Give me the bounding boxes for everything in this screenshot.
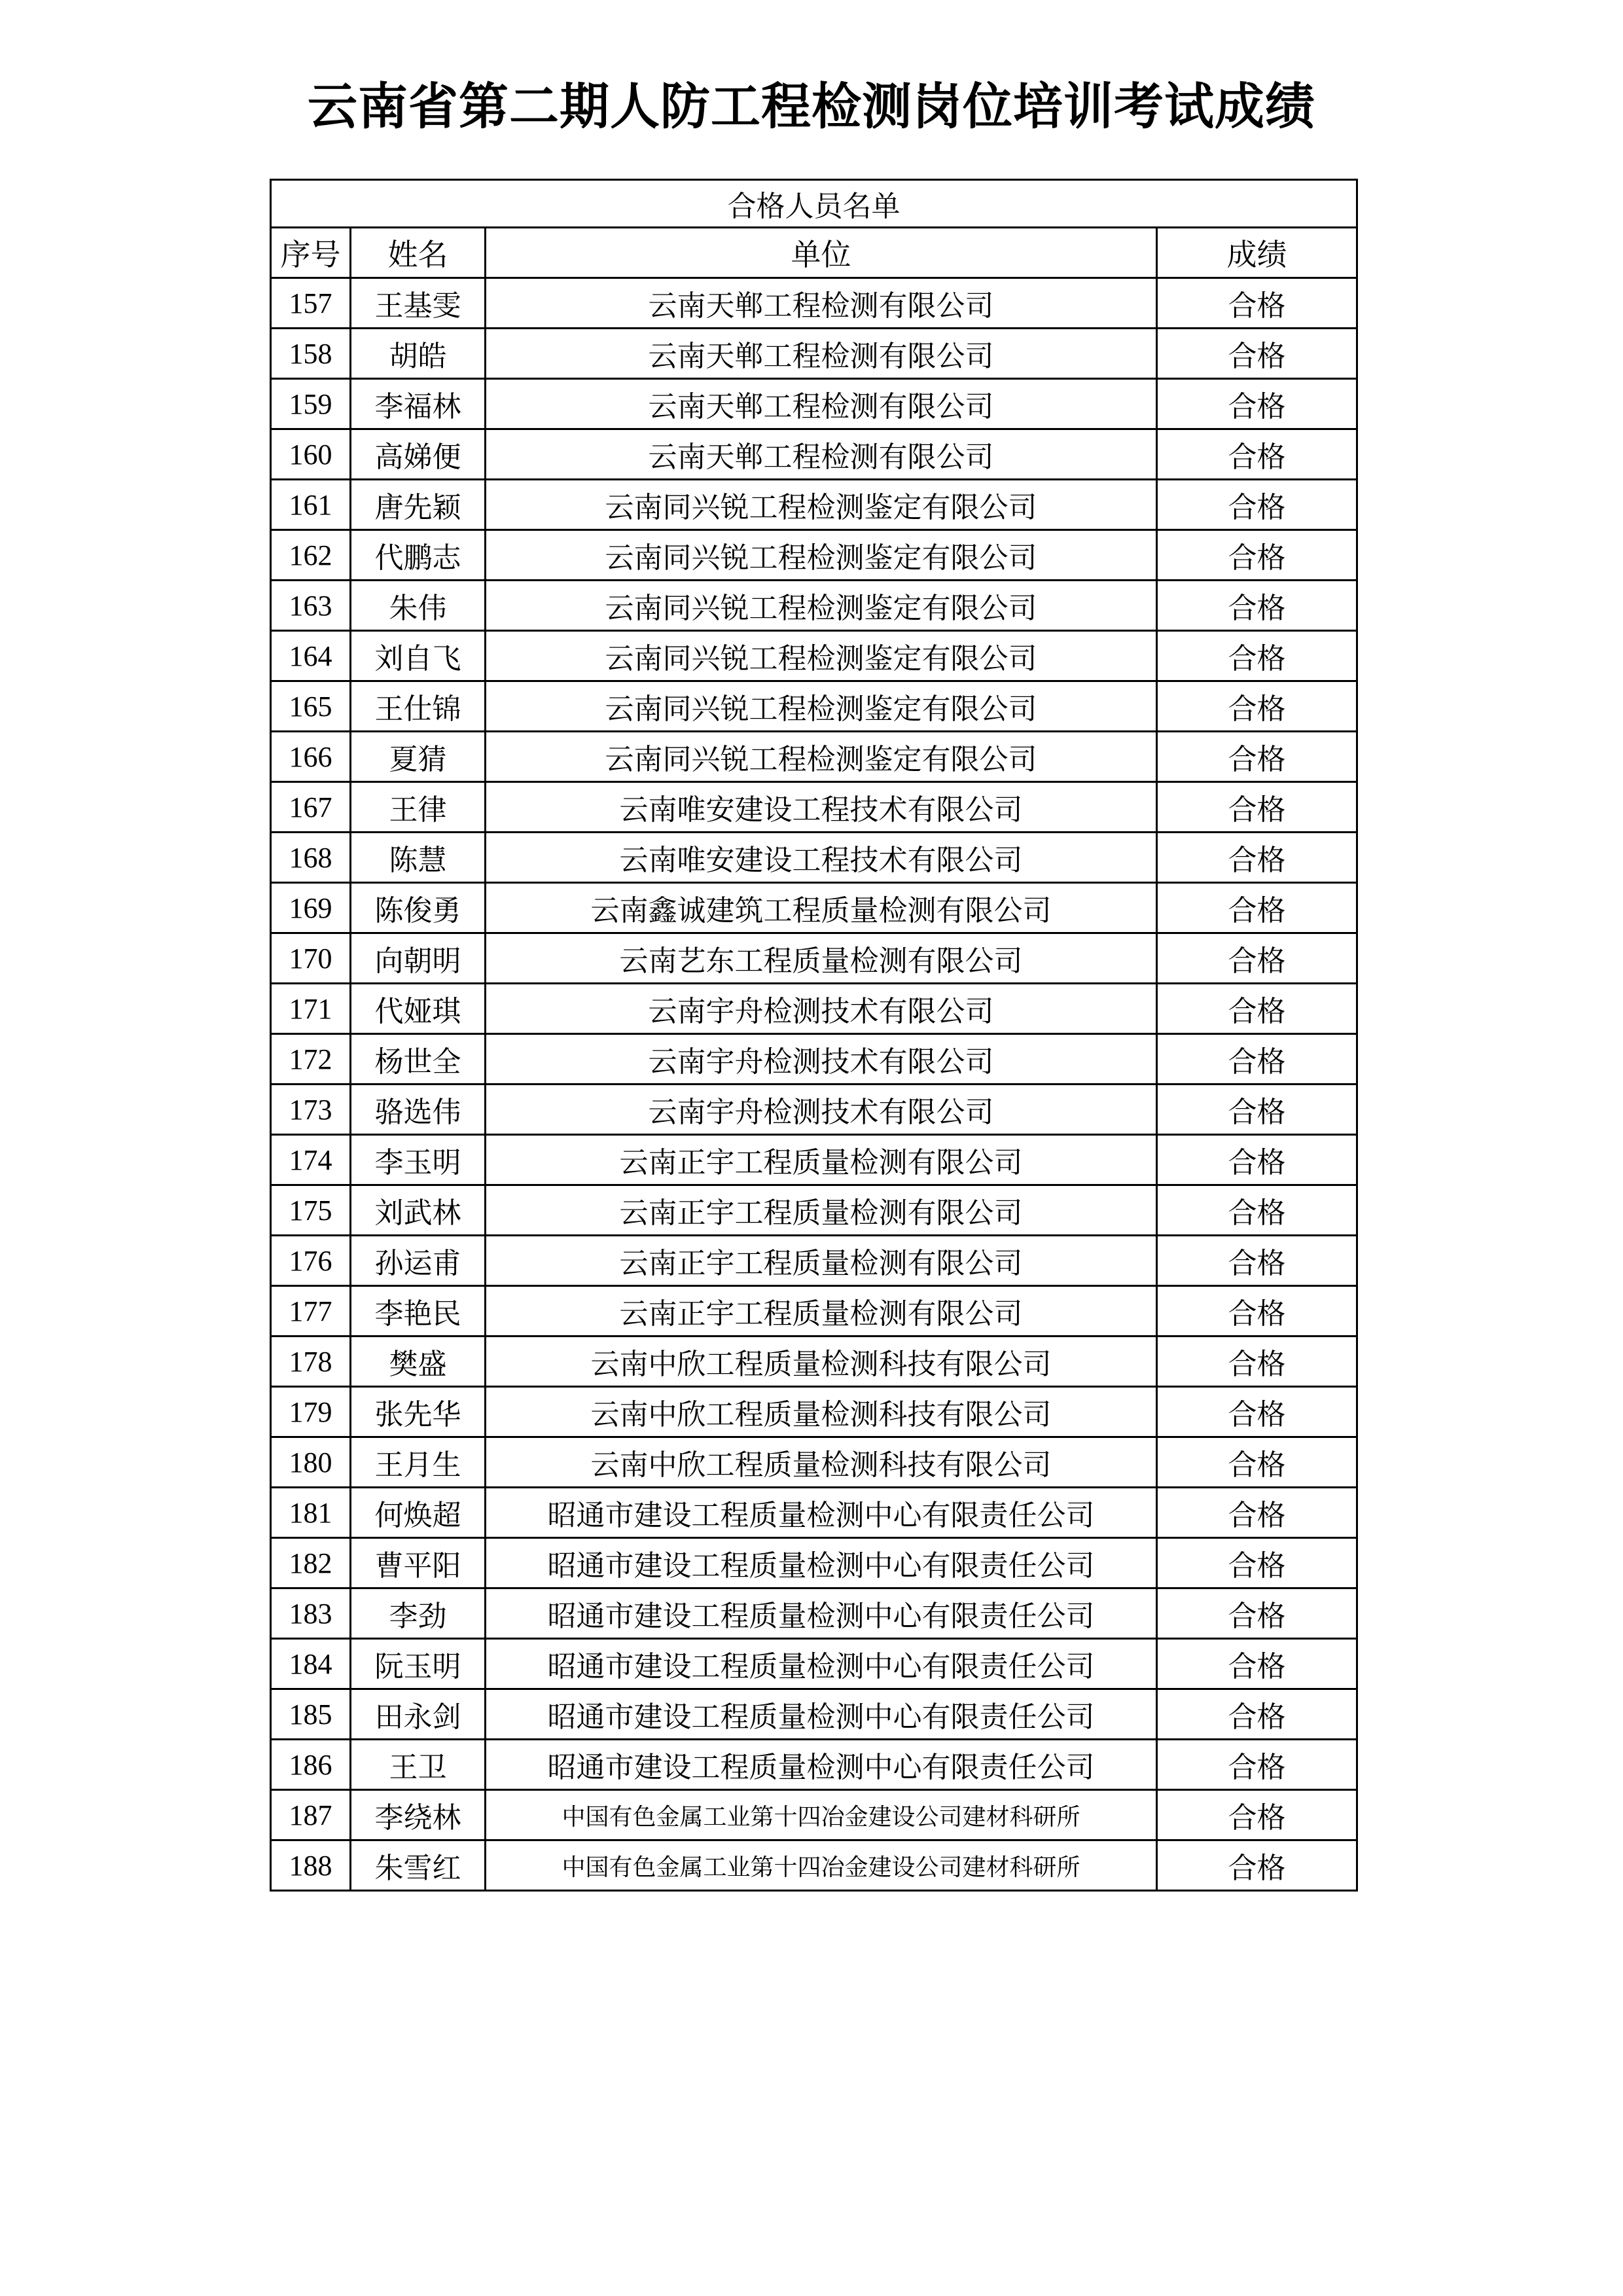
cell-no: 168 xyxy=(271,833,351,883)
cell-score: 合格 xyxy=(1157,631,1357,681)
cell-no: 158 xyxy=(271,329,351,379)
cell-name: 李绕林 xyxy=(351,1790,486,1840)
cell-unit: 云南正宇工程质量检测有限公司 xyxy=(486,1236,1157,1286)
table-row xyxy=(271,1538,1357,1588)
cell-name: 王月生 xyxy=(351,1437,486,1488)
cell-score: 合格 xyxy=(1157,1034,1357,1085)
cell-name: 王仕锦 xyxy=(351,681,486,732)
cell-no: 174 xyxy=(271,1135,351,1185)
cell-no: 175 xyxy=(271,1185,351,1236)
cell-score: 合格 xyxy=(1157,429,1357,480)
cell-no: 165 xyxy=(271,681,351,732)
cell-unit: 昭通市建设工程质量检测中心有限责任公司 xyxy=(486,1689,1157,1740)
table-row xyxy=(271,1437,1357,1488)
table-row xyxy=(271,1336,1357,1387)
cell-unit: 云南同兴锐工程检测鉴定有限公司 xyxy=(486,530,1157,581)
table-row xyxy=(271,329,1357,379)
cell-no: 160 xyxy=(271,429,351,480)
cell-unit: 云南宇舟检测技术有限公司 xyxy=(486,1034,1157,1085)
cell-unit: 中国有色金属工业第十四冶金建设公司建材科研所 xyxy=(486,1840,1157,1891)
cell-score: 合格 xyxy=(1157,1437,1357,1488)
table-row xyxy=(271,681,1357,732)
table-row xyxy=(271,1689,1357,1740)
cell-name: 王卫 xyxy=(351,1740,486,1790)
table-row xyxy=(271,1286,1357,1336)
cell-unit: 云南同兴锐工程检测鉴定有限公司 xyxy=(486,581,1157,631)
cell-name: 王律 xyxy=(351,782,486,833)
table-row xyxy=(271,1135,1357,1185)
table-row xyxy=(271,1639,1357,1689)
table-row xyxy=(271,1185,1357,1236)
cell-no: 159 xyxy=(271,379,351,429)
cell-score: 合格 xyxy=(1157,883,1357,933)
cell-name: 朱雪红 xyxy=(351,1840,486,1891)
cell-no: 177 xyxy=(271,1286,351,1336)
table-row xyxy=(271,581,1357,631)
cell-unit: 昭通市建设工程质量检测中心有限责任公司 xyxy=(486,1588,1157,1639)
cell-name: 曹平阳 xyxy=(351,1538,486,1588)
cell-unit: 云南天郸工程检测有限公司 xyxy=(486,278,1157,329)
table-row xyxy=(271,1085,1357,1135)
cell-name: 骆选伟 xyxy=(351,1085,486,1135)
cell-unit: 云南宇舟检测技术有限公司 xyxy=(486,984,1157,1034)
cell-unit: 云南中欣工程质量检测科技有限公司 xyxy=(486,1387,1157,1437)
page-title: 云南省第二期人防工程检测岗位培训考试成绩 xyxy=(308,77,1315,135)
table-row xyxy=(271,530,1357,581)
cell-score: 合格 xyxy=(1157,530,1357,581)
cell-unit: 云南中欣工程质量检测科技有限公司 xyxy=(486,1437,1157,1488)
cell-score: 合格 xyxy=(1157,1840,1357,1891)
table-row xyxy=(271,1236,1357,1286)
cell-unit: 云南天郸工程检测有限公司 xyxy=(486,429,1157,480)
cell-no: 164 xyxy=(271,631,351,681)
cell-score: 合格 xyxy=(1157,933,1357,984)
cell-score: 合格 xyxy=(1157,732,1357,782)
cell-no: 182 xyxy=(271,1538,351,1588)
cell-unit: 昭通市建设工程质量检测中心有限责任公司 xyxy=(486,1639,1157,1689)
table-row xyxy=(271,1387,1357,1437)
cell-score: 合格 xyxy=(1157,1488,1357,1538)
cell-name: 刘自飞 xyxy=(351,631,486,681)
cell-score: 合格 xyxy=(1157,984,1357,1034)
table-row xyxy=(271,1488,1357,1538)
cell-name: 向朝明 xyxy=(351,933,486,984)
cell-score: 合格 xyxy=(1157,1790,1357,1840)
cell-score: 合格 xyxy=(1157,379,1357,429)
cell-unit: 云南同兴锐工程检测鉴定有限公司 xyxy=(486,480,1157,530)
cell-name: 何焕超 xyxy=(351,1488,486,1538)
table-caption: 合格人员名单 xyxy=(271,180,1357,228)
cell-unit: 昭通市建设工程质量检测中心有限责任公司 xyxy=(486,1740,1157,1790)
table-row xyxy=(271,1034,1357,1085)
cell-no: 157 xyxy=(271,278,351,329)
cell-score: 合格 xyxy=(1157,1185,1357,1236)
cell-no: 172 xyxy=(271,1034,351,1085)
cell-no: 161 xyxy=(271,480,351,530)
cell-score: 合格 xyxy=(1157,782,1357,833)
table-row xyxy=(271,1790,1357,1840)
cell-score: 合格 xyxy=(1157,1689,1357,1740)
cell-name: 唐先颖 xyxy=(351,480,486,530)
cell-no: 183 xyxy=(271,1588,351,1639)
cell-name: 李劲 xyxy=(351,1588,486,1639)
table-row xyxy=(271,933,1357,984)
cell-score: 合格 xyxy=(1157,1336,1357,1387)
cell-name: 胡皓 xyxy=(351,329,486,379)
cell-score: 合格 xyxy=(1157,1135,1357,1185)
cell-no: 170 xyxy=(271,933,351,984)
cell-no: 187 xyxy=(271,1790,351,1840)
cell-unit: 云南天郸工程检测有限公司 xyxy=(486,329,1157,379)
cell-score: 合格 xyxy=(1157,1740,1357,1790)
cell-unit: 昭通市建设工程质量检测中心有限责任公司 xyxy=(486,1538,1157,1588)
table-row xyxy=(271,883,1357,933)
cell-score: 合格 xyxy=(1157,1236,1357,1286)
header-name: 姓名 xyxy=(351,228,486,278)
cell-name: 李艳民 xyxy=(351,1286,486,1336)
cell-no: 179 xyxy=(271,1387,351,1437)
cell-score: 合格 xyxy=(1157,1387,1357,1437)
cell-unit: 云南艺东工程质量检测有限公司 xyxy=(486,933,1157,984)
cell-unit: 云南唯安建设工程技术有限公司 xyxy=(486,833,1157,883)
cell-unit: 云南宇舟检测技术有限公司 xyxy=(486,1085,1157,1135)
cell-no: 184 xyxy=(271,1639,351,1689)
cell-score: 合格 xyxy=(1157,581,1357,631)
table-row xyxy=(271,984,1357,1034)
cell-no: 163 xyxy=(271,581,351,631)
results-table xyxy=(270,179,1358,1892)
cell-score: 合格 xyxy=(1157,1588,1357,1639)
cell-no: 185 xyxy=(271,1689,351,1740)
cell-no: 166 xyxy=(271,732,351,782)
cell-score: 合格 xyxy=(1157,681,1357,732)
cell-no: 180 xyxy=(271,1437,351,1488)
cell-score: 合格 xyxy=(1157,329,1357,379)
cell-score: 合格 xyxy=(1157,278,1357,329)
cell-no: 162 xyxy=(271,530,351,581)
table-row xyxy=(271,1740,1357,1790)
table-row xyxy=(271,1588,1357,1639)
cell-no: 181 xyxy=(271,1488,351,1538)
cell-unit: 中国有色金属工业第十四冶金建设公司建材科研所 xyxy=(486,1790,1157,1840)
cell-name: 李福林 xyxy=(351,379,486,429)
cell-name: 高娣便 xyxy=(351,429,486,480)
cell-name: 朱伟 xyxy=(351,581,486,631)
header-score: 成绩 xyxy=(1157,228,1357,278)
cell-score: 合格 xyxy=(1157,1286,1357,1336)
table-row xyxy=(271,833,1357,883)
cell-name: 陈慧 xyxy=(351,833,486,883)
cell-score: 合格 xyxy=(1157,1639,1357,1689)
cell-name: 王基雯 xyxy=(351,278,486,329)
table-row xyxy=(271,480,1357,530)
cell-unit: 云南中欣工程质量检测科技有限公司 xyxy=(486,1336,1157,1387)
cell-no: 173 xyxy=(271,1085,351,1135)
table-body xyxy=(271,278,1357,1891)
cell-score: 合格 xyxy=(1157,833,1357,883)
cell-name: 张先华 xyxy=(351,1387,486,1437)
cell-name: 孙运甫 xyxy=(351,1236,486,1286)
header-unit: 单位 xyxy=(486,228,1157,278)
table-row xyxy=(271,782,1357,833)
cell-name: 樊盛 xyxy=(351,1336,486,1387)
cell-name: 阮玉明 xyxy=(351,1639,486,1689)
cell-unit: 云南鑫诚建筑工程质量检测有限公司 xyxy=(486,883,1157,933)
table-row xyxy=(271,429,1357,480)
cell-no: 176 xyxy=(271,1236,351,1286)
cell-unit: 云南天郸工程检测有限公司 xyxy=(486,379,1157,429)
cell-unit: 昭通市建设工程质量检测中心有限责任公司 xyxy=(486,1488,1157,1538)
table-row xyxy=(271,732,1357,782)
cell-no: 171 xyxy=(271,984,351,1034)
cell-name: 刘武林 xyxy=(351,1185,486,1236)
header-no: 序号 xyxy=(271,228,351,278)
cell-name: 杨世全 xyxy=(351,1034,486,1085)
cell-score: 合格 xyxy=(1157,480,1357,530)
cell-no: 186 xyxy=(271,1740,351,1790)
cell-no: 178 xyxy=(271,1336,351,1387)
cell-no: 169 xyxy=(271,883,351,933)
cell-name: 陈俊勇 xyxy=(351,883,486,933)
cell-score: 合格 xyxy=(1157,1085,1357,1135)
cell-name: 田永剑 xyxy=(351,1689,486,1740)
cell-unit: 云南同兴锐工程检测鉴定有限公司 xyxy=(486,732,1157,782)
cell-unit: 云南唯安建设工程技术有限公司 xyxy=(486,782,1157,833)
table-row xyxy=(271,631,1357,681)
cell-no: 188 xyxy=(271,1840,351,1891)
cell-unit: 云南正宇工程质量检测有限公司 xyxy=(486,1135,1157,1185)
cell-unit: 云南同兴锐工程检测鉴定有限公司 xyxy=(486,631,1157,681)
table-row xyxy=(271,379,1357,429)
table-row xyxy=(271,1840,1357,1891)
cell-unit: 云南同兴锐工程检测鉴定有限公司 xyxy=(486,681,1157,732)
cell-name: 代鹏志 xyxy=(351,530,486,581)
table-row xyxy=(271,278,1357,329)
cell-name: 代娅琪 xyxy=(351,984,486,1034)
cell-unit: 云南正宇工程质量检测有限公司 xyxy=(486,1286,1157,1336)
cell-name: 李玉明 xyxy=(351,1135,486,1185)
cell-score: 合格 xyxy=(1157,1538,1357,1588)
cell-no: 167 xyxy=(271,782,351,833)
cell-unit: 云南正宇工程质量检测有限公司 xyxy=(486,1185,1157,1236)
cell-name: 夏猜 xyxy=(351,732,486,782)
